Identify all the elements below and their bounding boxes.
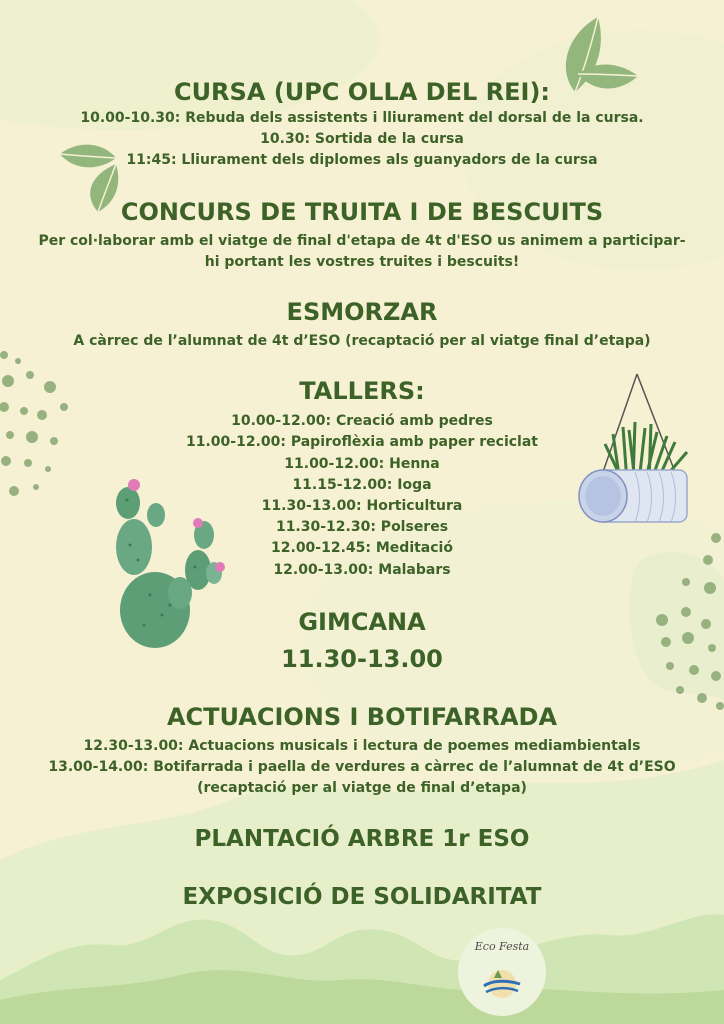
esmorzar-title: ESMORZAR [286, 298, 438, 326]
logo-text: Eco Festa [474, 940, 530, 953]
tallers-line: 11.00-12.00: Henna [284, 456, 440, 472]
tallers-title: TALLERS: [299, 377, 425, 405]
plantacio-title: PLANTACIÓ ARBRE 1r ESO [194, 826, 530, 852]
concurs-line: hi portant les vostres truites i bescuits! [204, 254, 520, 270]
actuacions-title: ACTUACIONS I BOTIFARRADA [166, 703, 558, 731]
logo-emblem-icon [478, 964, 526, 1004]
gimcana-time: 11.30-13.00 [281, 645, 443, 673]
concurs-line: Per col·laborar amb el viatge de final d'etapa de 4t d'ESO us animem a participar- [38, 233, 686, 249]
concurs-title: CONCURS DE TRUITA I DE BESCUITS [120, 198, 604, 226]
eco-festa-logo [458, 928, 546, 1016]
tallers-line: 11.30-13.00: Horticultura [261, 498, 463, 514]
cursa-title: CURSA (UPC OLLA DEL REI): [173, 78, 551, 106]
tallers-line: 12.00-12.45: Meditació [271, 540, 453, 556]
esmorzar-line: A càrrec de l’alumnat de 4t d’ESO (recaptació per al viatge final d’etapa) [73, 333, 651, 349]
actuacions-line: (recaptació per al viatge de final d’etapa) [197, 780, 527, 796]
cursa-line: 10.30: Sortida de la cursa [260, 131, 464, 147]
cursa-line: 11:45: Lliurament dels diplomes als guanyadors de la cursa [126, 152, 598, 168]
actuacions-line: 12.30-13.00: Actuacions musicals i lectura de poemes mediambientals [83, 738, 641, 754]
cursa-line: 10.00-10.30: Rebuda dels assistents i lliurament del dorsal de la cursa. [80, 110, 644, 126]
tallers-line: 12.00-13.00: Malabars [273, 562, 451, 578]
tallers-line: 11.15-12.00: Ioga [292, 477, 432, 493]
gimcana-title: GIMCANA [298, 608, 426, 636]
actuacions-line: 13.00-14.00: Botifarrada i paella de verdures a càrrec de l’alumnat de 4t d’ESO [48, 759, 676, 775]
exposicio-title: EXPOSICIÓ DE SOLIDARITAT [182, 884, 542, 910]
tallers-line: 11.00-12.00: Papiroflèxia amb paper reciclat [186, 434, 538, 450]
tallers-line: 11.30-12.30: Polseres [275, 519, 449, 535]
tallers-line: 10.00-12.00: Creació amb pedres [231, 413, 493, 429]
